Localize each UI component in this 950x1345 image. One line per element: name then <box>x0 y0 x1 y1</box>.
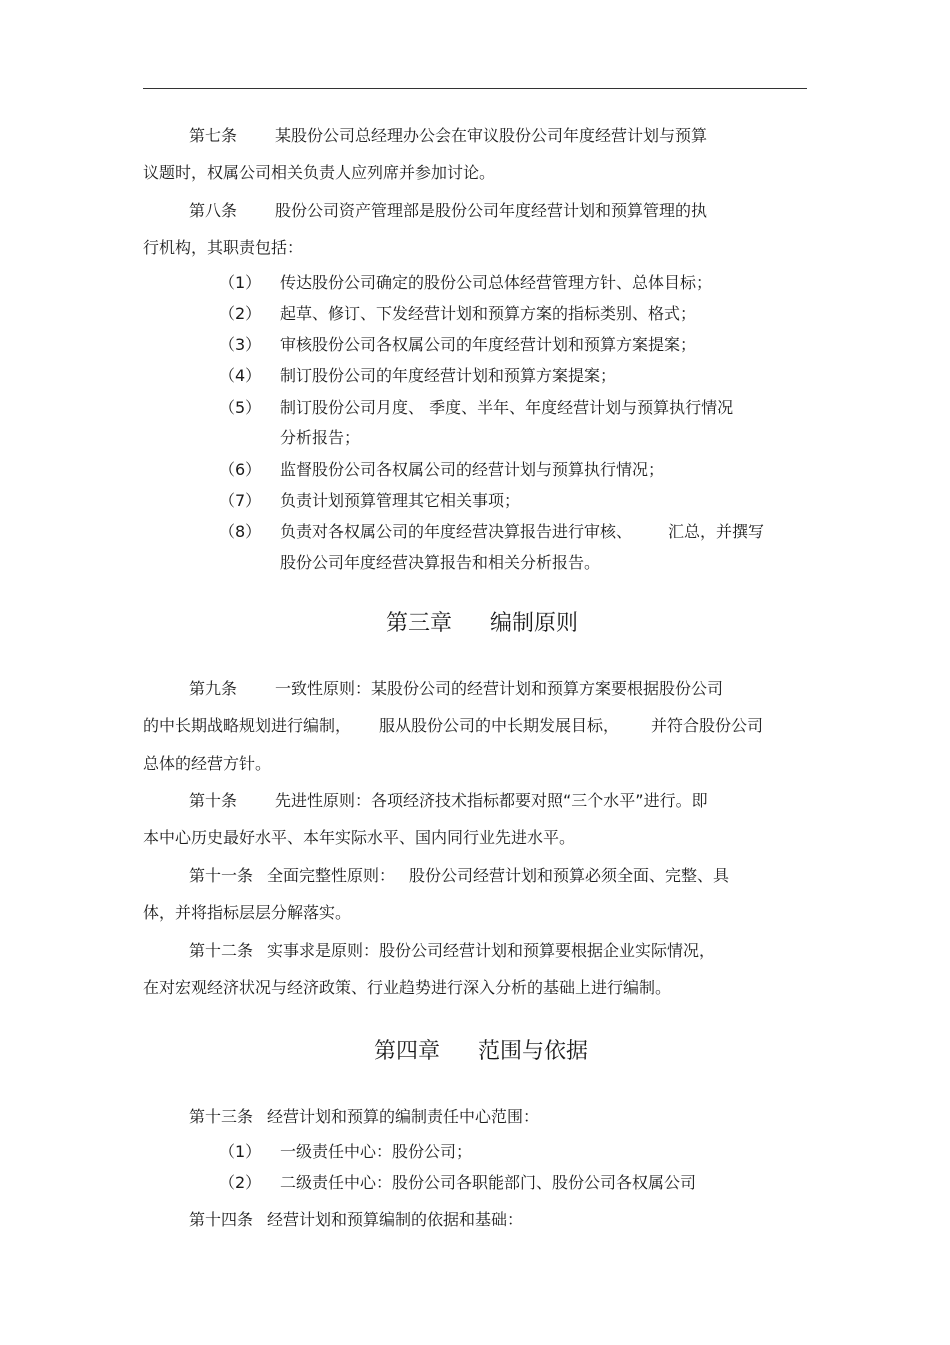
article-text: 先进性原则：各项经济技术指标都要对照“三个水平”进行。即 <box>275 791 708 810</box>
chapter-heading <box>386 610 578 638</box>
list-item: 制订股份公司的年度经营计划和预算方案提案； <box>280 366 617 385</box>
list-item-number: （2） <box>219 304 262 323</box>
article-label: 第十二条 <box>189 941 254 960</box>
article-label: 第八条 <box>189 201 238 220</box>
list-item-number: （3） <box>219 335 262 354</box>
article-text: 经营计划和预算编制的依据和基础： <box>267 1210 524 1229</box>
chapter-title: 范围与依据 <box>478 1039 589 1064</box>
header-rule <box>143 88 807 89</box>
list-item-text: 负责对各权属公司的年度经营决算报告进行审核、 <box>280 522 633 541</box>
article-9 <box>189 679 723 699</box>
list-item-number: （1） <box>219 273 262 292</box>
list-item <box>280 522 764 542</box>
list-item-continuation: 分析报告； <box>280 428 361 447</box>
list-item: 审核股份公司各权属公司的年度经营计划和预算方案提案； <box>280 335 697 354</box>
article-text: 全面完整性原则： <box>267 866 396 885</box>
article-label: 第十四条 <box>189 1210 254 1229</box>
list-item-number: （4） <box>219 366 262 385</box>
list-item: 起草、修订、下发经营计划和预算方案的指标类别、格式； <box>280 304 697 323</box>
article-text: 一致性原则：某股份公司的经营计划和预算方案要根据股份公司 <box>275 679 724 698</box>
article-text: 实事求是原则：股份公司经营计划和预算要根据企业实际情况， <box>267 941 716 960</box>
list-item-continuation: 股份公司年度经营决算报告和相关分析报告。 <box>280 553 601 572</box>
article-12-continuation: 在对宏观经济状况与经济政策、行业趋势进行深入分析的基础上进行编制。 <box>143 978 672 997</box>
article-12 <box>189 941 715 961</box>
list-item-number: （2） <box>219 1173 262 1192</box>
chapter-number: 第三章 <box>386 611 453 636</box>
list-item: 负责计划预算管理其它相关事项； <box>280 491 521 510</box>
article-13 <box>189 1107 539 1127</box>
list-item: 制订股份公司月度、 季度、半年、年度经营计划与预算执行情况 <box>280 398 734 417</box>
article-11 <box>189 866 729 886</box>
article-8-continuation: 行机构，其职责包括： <box>143 238 304 257</box>
article-text: 股份公司经营计划和预算必须全面、完整、具 <box>409 866 730 885</box>
article-11-continuation: 体，并将指标层层分解落实。 <box>143 903 352 922</box>
article-label: 第九条 <box>189 679 238 698</box>
article-9-continuation <box>143 716 763 736</box>
list-item-number: （1） <box>219 1142 262 1161</box>
article-text: 并符合股份公司 <box>651 716 764 735</box>
article-9-continuation: 总体的经营方针。 <box>143 754 272 773</box>
list-item: 传达股份公司确定的股份公司总体经营管理方针、总体目标； <box>280 273 713 292</box>
list-item: 一级责任中心：股份公司； <box>280 1142 473 1161</box>
list-item-number: （6） <box>219 460 262 479</box>
article-text: 某股份公司总经理办公会在审议股份公司年度经营计划与预算 <box>275 126 708 145</box>
article-8 <box>189 201 707 221</box>
article-text: 股份公司资产管理部是股份公司年度经营计划和预算管理的执 <box>275 201 708 220</box>
article-10-continuation: 本中心历史最好水平、本年实际水平、国内同行业先进水平。 <box>143 828 576 847</box>
list-item-number: （5） <box>219 398 262 417</box>
list-item-text: 汇总，并撰写 <box>668 522 765 541</box>
list-item-number: （7） <box>219 491 262 510</box>
article-label: 第十一条 <box>189 866 254 885</box>
article-label: 第十三条 <box>189 1107 254 1126</box>
list-item: 监督股份公司各权属公司的经营计划与预算执行情况； <box>280 460 665 479</box>
article-text: 的中长期战略规划进行编制， <box>143 716 352 735</box>
article-text: 经营计划和预算的编制责任中心范围： <box>267 1107 540 1126</box>
article-label: 第七条 <box>189 126 238 145</box>
chapter-number: 第四章 <box>374 1039 441 1064</box>
chapter-title: 编制原则 <box>490 611 579 636</box>
chapter-heading <box>374 1038 588 1066</box>
article-text: 服从股份公司的中长期发展目标， <box>379 716 620 735</box>
article-10 <box>189 791 708 811</box>
article-7-continuation: 议题时，权属公司相关负责人应列席并参加讨论。 <box>143 163 496 182</box>
article-14 <box>189 1210 523 1230</box>
article-label: 第十条 <box>189 791 238 810</box>
list-item: 二级责任中心：股份公司各职能部门、股份公司各权属公司 <box>280 1173 697 1192</box>
list-item-number: （8） <box>219 522 262 541</box>
article-7 <box>189 126 707 146</box>
